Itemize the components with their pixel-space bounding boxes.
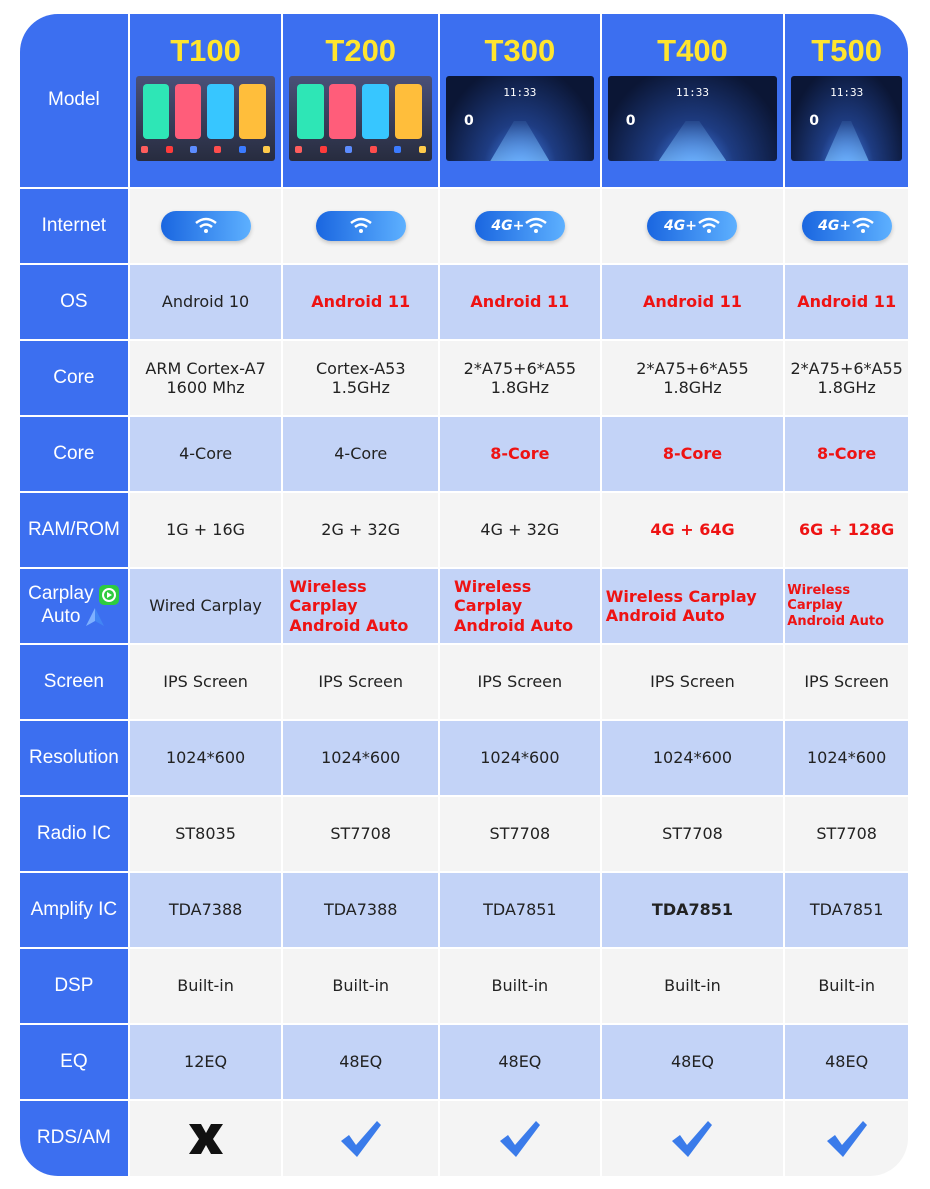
model-t200 <box>283 14 438 187</box>
wifi-badge <box>161 211 251 241</box>
resolution-row <box>20 721 908 795</box>
radio-ic-value: ST7708 <box>283 797 438 871</box>
os-row <box>20 265 908 339</box>
cross-icon <box>187 1122 225 1156</box>
eq-value: 48EQ <box>283 1025 438 1099</box>
dsp-value: Built-in <box>602 949 784 1023</box>
row-label-rds-am: RDS/AM <box>20 1101 128 1176</box>
os-value: Android 11 <box>440 265 600 339</box>
resolution-value: 1024*600 <box>602 721 784 795</box>
row-label-core: Core <box>20 417 128 491</box>
wifi-badge <box>316 211 406 241</box>
row-label-carplay <box>20 569 128 643</box>
screen-value: IPS Screen <box>602 645 784 719</box>
carplay-value: Wireless Carplay Android Auto <box>440 569 600 643</box>
4g-wifi-badge: 4G + <box>802 211 892 241</box>
product-screenshot <box>608 76 778 161</box>
model-name: T300 <box>484 33 556 68</box>
core-count-row <box>20 417 908 491</box>
carplay-value: Wireless Carplay Android Auto <box>283 569 438 643</box>
auto-label-text: Auto <box>41 606 81 627</box>
dsp-value: Built-in <box>130 949 282 1023</box>
rds-am-value <box>283 1101 438 1176</box>
screen-value: IPS Screen <box>440 645 600 719</box>
checkmark-icon <box>339 1119 383 1159</box>
comparison-table <box>20 14 908 1176</box>
os-value: Android 10 <box>130 265 282 339</box>
core-cpu-value: Cortex-A53 1.5GHz <box>283 341 438 415</box>
dsp-row <box>20 949 908 1023</box>
screen-value: IPS Screen <box>785 645 908 719</box>
screen-value: IPS Screen <box>130 645 282 719</box>
screen-clock: 11:33 <box>675 86 710 99</box>
row-label-dsp: DSP <box>20 949 128 1023</box>
checkmark-icon <box>498 1119 542 1159</box>
resolution-value: 1024*600 <box>785 721 908 795</box>
radio-ic-value: ST7708 <box>440 797 600 871</box>
amplify-ic-value: TDA7851 <box>785 873 908 947</box>
product-screenshot <box>136 76 276 161</box>
row-label-eq: EQ <box>20 1025 128 1099</box>
core-cpu-value: 2*A75+6*A55 1.8GHz <box>602 341 784 415</box>
eq-value: 48EQ <box>602 1025 784 1099</box>
ram-rom-value: 4G + 32G <box>440 493 600 567</box>
core-count-value: 4-Core <box>283 417 438 491</box>
core-cpu-value: 2*A75+6*A55 1.8GHz <box>440 341 600 415</box>
dsp-value: Built-in <box>785 949 908 1023</box>
carplay-value: Wired Carplay <box>130 569 282 643</box>
os-value: Android 11 <box>785 265 908 339</box>
resolution-value: 1024*600 <box>130 721 282 795</box>
model-t500 <box>785 14 908 187</box>
resolution-value: 1024*600 <box>283 721 438 795</box>
carplay-value: Wireless Carplay Android Auto <box>602 569 784 643</box>
row-label-model: Model <box>20 14 128 187</box>
row-label-internet: Internet <box>20 189 128 263</box>
carplay-icon <box>98 584 120 606</box>
row-label-radio-ic: Radio IC <box>20 797 128 871</box>
screen-speed: 0 <box>625 113 636 129</box>
core-count-value: 8-Core <box>602 417 784 491</box>
ram-rom-row <box>20 493 908 567</box>
eq-row <box>20 1025 908 1099</box>
ram-rom-value: 6G + 128G <box>785 493 908 567</box>
product-screenshot <box>791 76 902 161</box>
eq-value: 48EQ <box>440 1025 600 1099</box>
carplay-row <box>20 569 908 643</box>
resolution-value: 1024*600 <box>440 721 600 795</box>
model-name: T100 <box>170 33 241 68</box>
product-screenshot <box>289 76 432 161</box>
os-value: Android 11 <box>283 265 438 339</box>
android-auto-icon <box>84 606 106 628</box>
internet-row <box>20 189 908 263</box>
model-t400 <box>602 14 784 187</box>
os-value: Android 11 <box>602 265 784 339</box>
rds-am-value <box>785 1101 908 1176</box>
core-count-value: 4-Core <box>130 417 282 491</box>
model-name: T500 <box>811 33 882 68</box>
screen-speed: 0 <box>464 113 474 129</box>
model-name: T400 <box>657 33 728 68</box>
wifi-icon <box>349 217 373 235</box>
rds-am-value <box>130 1101 282 1176</box>
dsp-value: Built-in <box>440 949 600 1023</box>
dsp-value: Built-in <box>283 949 438 1023</box>
wifi-icon <box>524 217 548 235</box>
screen-clock: 11:33 <box>503 86 537 99</box>
checkmark-icon <box>825 1119 869 1159</box>
rds-am-value <box>602 1101 784 1176</box>
row-label-core: Core <box>20 341 128 415</box>
row-label-amplify-ic: Amplify IC <box>20 873 128 947</box>
radio-ic-value: ST8035 <box>130 797 282 871</box>
radio-ic-row <box>20 797 908 871</box>
product-screenshot <box>446 76 594 161</box>
amplify-ic-value: TDA7851 <box>602 873 784 947</box>
amplify-ic-value: TDA7851 <box>440 873 600 947</box>
ram-rom-value: 4G + 64G <box>602 493 784 567</box>
radio-ic-value: ST7708 <box>602 797 784 871</box>
screen-speed: 0 <box>809 113 820 129</box>
carplay-label-text: Carplay <box>28 583 94 605</box>
amplify-ic-value: TDA7388 <box>283 873 438 947</box>
rds-am-value <box>440 1101 600 1176</box>
wifi-icon <box>697 217 721 235</box>
4g-wifi-badge: 4G + <box>647 211 737 241</box>
screen-row <box>20 645 908 719</box>
model-row <box>20 14 908 187</box>
model-t300 <box>440 14 600 187</box>
4g-text: 4G <box>664 217 686 234</box>
row-label-ram-rom: RAM/ROM <box>20 493 128 567</box>
carplay-value: Wireless Carplay Android Auto <box>785 569 908 643</box>
radio-ic-value: ST7708 <box>785 797 908 871</box>
eq-value: 12EQ <box>130 1025 282 1099</box>
model-name: T200 <box>325 33 397 68</box>
amplify-ic-value: TDA7388 <box>130 873 282 947</box>
model-t100 <box>130 14 282 187</box>
row-label-os: OS <box>20 265 128 339</box>
4g-wifi-badge: 4G + <box>475 211 565 241</box>
eq-value: 48EQ <box>785 1025 908 1099</box>
amplify-ic-row <box>20 873 908 947</box>
checkmark-icon <box>670 1119 714 1159</box>
screen-value: IPS Screen <box>283 645 438 719</box>
screen-clock: 11:33 <box>830 86 864 99</box>
wifi-icon <box>851 217 875 235</box>
ram-rom-value: 2G + 32G <box>283 493 438 567</box>
core-count-value: 8-Core <box>440 417 600 491</box>
row-label-resolution: Resolution <box>20 721 128 795</box>
row-label-screen: Screen <box>20 645 128 719</box>
wifi-icon <box>194 217 218 235</box>
core-cpu-value: 2*A75+6*A55 1.8GHz <box>785 341 908 415</box>
4g-text: 4G <box>491 217 513 234</box>
4g-text: 4G <box>818 217 840 234</box>
rds-am-row <box>20 1101 908 1176</box>
core-count-value: 8-Core <box>785 417 908 491</box>
core-cpu-row <box>20 341 908 415</box>
core-cpu-value: ARM Cortex-A7 1600 Mhz <box>130 341 282 415</box>
ram-rom-value: 1G + 16G <box>130 493 282 567</box>
